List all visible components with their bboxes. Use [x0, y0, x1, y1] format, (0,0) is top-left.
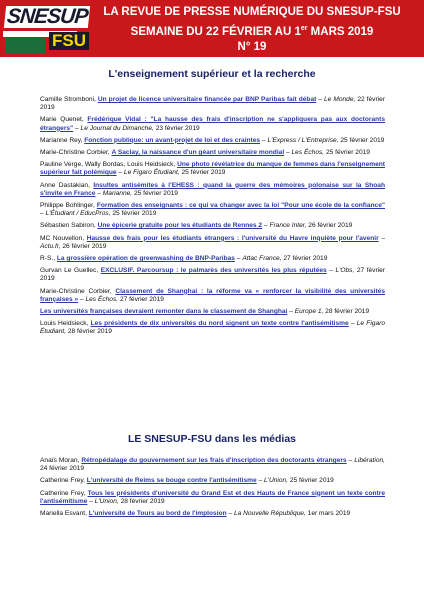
- article-link[interactable]: Un projet de licence universitaire financée par BNP Paribas fait débat: [97, 96, 317, 103]
- entry-author: Camille Stromboni,: [40, 96, 96, 103]
- press-entry: Sébastien Sabiron, Une épicerie gratuite pour les étudiants de Rennes 2 – France Inter, 26 février 2019: [40, 222, 353, 230]
- entry-source: Attac France,: [242, 255, 282, 263]
- entry-author: Marie Quenet,: [40, 116, 84, 124]
- logo-text: SNESUP: [5, 5, 89, 28]
- entry-date: 25 février 2019: [340, 136, 385, 144]
- article-link[interactable]: Une épicerie gratuite pour les étudiants de Rennes 2: [97, 222, 263, 230]
- week-range: SEMAINE DU 22 FÉVRIER AU 1er MARS 2019: [130, 25, 374, 38]
- entry-author: Anne Dastakian,: [40, 181, 90, 189]
- entry-source: L'Étudiant / EducPros,: [45, 210, 111, 218]
- entry-source: Libération,: [354, 457, 385, 464]
- header-banner: [0, 0, 424, 57]
- entry-date: 28 février 2019: [67, 328, 112, 336]
- entry-source: Le Figaro Étudiant,: [40, 320, 385, 336]
- entry-source: Le Journal du Dimanche,: [80, 124, 154, 132]
- entries-research: [40, 96, 385, 341]
- entry-date: 25 février 2019: [112, 210, 157, 218]
- article-link[interactable]: EXCLUSIF. Parcoursup : le palmarès des universités les plus réputées: [100, 267, 327, 275]
- entry-author: Gurvan Le Guellec,: [40, 267, 99, 275]
- press-entry: Pauline Verge, Wally Bordas, Louis Heidsieck, Une photo révélatrice du manque de femmes dans l'enseignement supérieur fait polémique – Le Figaro Étudiant, 25 février 2019: [40, 161, 385, 177]
- entry-author: Sébastien Sabiron,: [40, 222, 96, 230]
- press-entry: Les universités françaises devraient remonter dans le classement de Shanghai – Europe 1, 28 février 2019: [40, 308, 370, 316]
- article-link[interactable]: Tous les présidents d'université du Grand Est et des Hauts de France signent un texte contre l'antisémitisme: [40, 489, 385, 505]
- entry-date: 24 février 2019: [40, 465, 84, 473]
- entry-author: Marianne Rey,: [40, 136, 83, 144]
- entry-date: 27 février 2019: [40, 267, 385, 283]
- entry-source: Actu.fr,: [40, 242, 61, 250]
- article-link[interactable]: Classement de Shanghai : la réforme va « renforcer la visibilité des universités françaises »: [40, 287, 385, 303]
- press-entry: Marie-Christine Corbier, Classement de Shanghai : la réforme va « renforcer la visibilité des universités françaises » – Les Échos, 27 février 2019: [40, 287, 385, 303]
- entry-date: 25 février 2019: [325, 149, 370, 157]
- entry-source: L'Union,: [94, 497, 119, 505]
- press-entry: Marianne Rey, Fonction publique: un avant-projet de loi et des craintes – L'Express / L'Entreprise, 25 février 2019: [40, 136, 385, 144]
- entry-date: 25 février 2019: [181, 169, 226, 177]
- article-link[interactable]: Hausse des frais pour les étudiants étrangers : l'université du Havre inquiète pour l'avenir: [86, 234, 379, 242]
- snesup-logo: [3, 4, 89, 54]
- article-link[interactable]: La grossière opération de greenwashing de BNP-Paribas: [56, 255, 235, 263]
- article-link[interactable]: Insultes antisémites à l'EHESS : quand la guerre des mémoires polonaise sur la Shoah s'invite en France: [40, 181, 385, 197]
- entry-date: 23 février 2019: [155, 124, 200, 132]
- entry-source: Le Monde,: [324, 96, 356, 103]
- entry-source: La Nouvelle République,: [233, 510, 306, 518]
- entries-media: [40, 457, 385, 522]
- entry-source: Les Échos,: [85, 295, 119, 303]
- press-entry: Camille Stromboni, Un projet de licence universitaire financée par BNP Paribas fait débat – Le Monde, 22 février 2019: [40, 96, 385, 112]
- section-title-research: L'enseignement supérieur et la recherche: [108, 68, 316, 80]
- entry-author: Philippe Bohlinger,: [40, 202, 95, 210]
- entry-date: 26 février 2019: [62, 242, 107, 250]
- press-entry: Catherine Frey, L'université de Reims se bouge contre l'antisémitisme – L'Union, 25 février 2019: [40, 477, 334, 485]
- press-entry: Mariella Esvant, L'université de Tours au bord de l'implosion – La Nouvelle République, 1er mars 2019: [40, 510, 351, 518]
- article-link[interactable]: Fonction publique: un avant-projet de loi et des craintes: [84, 136, 261, 144]
- entry-date: 25 février 2019: [289, 477, 334, 485]
- entry-author: Marie-Christine Corbier,: [40, 287, 112, 295]
- press-entry: Gurvan Le Guellec, EXCLUSIF. Parcoursup : le palmarès des universités les plus réputées – L'Obs, 27 février 2019: [40, 267, 385, 283]
- entry-source: L'Express / L'Entreprise,: [267, 136, 339, 144]
- entry-date: 1er mars 2019: [307, 510, 351, 518]
- entry-date: 26 février 2019: [308, 222, 353, 230]
- press-entry: Marie Quenet, Frédérique Vidal : "La hausse des frais d'inscription ne s'appliquera pas aux doctorants étrangers" – Le Journal du Dimanche, 23 février 2019: [40, 116, 386, 132]
- logo-green-block: [5, 38, 45, 54]
- press-entry: Philippe Bohlinger, Formation des enseignants : ce qui va changer avec la loi "Pour une école de la confiance" – L'Étudiant / EducPros, 25 février 2019: [40, 202, 385, 218]
- press-entry: R-S., La grossière opération de greenwashing de BNP-Paribas – Attac France, 27 février 2019: [40, 255, 328, 263]
- article-link[interactable]: Une photo révélatrice du manque de femmes dans l'enseignement supérieur fait polémique: [40, 161, 385, 177]
- entry-source: France Inter,: [269, 222, 307, 230]
- entry-author: Catherine Frey,: [40, 477, 85, 485]
- entry-author: Mariella Esvant,: [40, 510, 87, 518]
- article-link[interactable]: L'université de Reims se bouge contre l'antisémitisme: [86, 477, 257, 485]
- article-link[interactable]: Formation des enseignants : ce qui va changer avec la loi "Pour une école de la confiance": [96, 202, 385, 210]
- entry-date: 27 février 2019: [119, 295, 164, 303]
- article-link[interactable]: A Saclay, la naissance d'un géant universitaire mondial: [111, 149, 285, 157]
- review-title: LA REVUE DE PRESSE NUMÉRIQUE DU SNESUP-FSU: [103, 6, 401, 18]
- entry-author: Marie-Christine Corbier,: [40, 149, 110, 157]
- press-entry: Marie-Christine Corbier, A Saclay, la naissance d'un géant universitaire mondial – Les Échos, 25 février 2019: [40, 149, 370, 157]
- entry-date: 27 février 2019: [283, 255, 328, 263]
- entry-author: Catherine Frey,: [40, 489, 86, 497]
- article-link[interactable]: Les présidents de dix universités du nord signent un texte contre l'antisémitisme: [90, 320, 349, 328]
- entry-date: 25 février 2019: [133, 189, 178, 197]
- press-entry: Anne Dastakian, Insultes antisémites à l'EHESS : quand la guerre des mémoires polonaise sur la Shoah s'invite en France – Marianne, 25 février 2019: [40, 181, 385, 197]
- entry-date: 28 février 2019: [325, 308, 370, 316]
- entry-source: Le Figaro Étudiant,: [123, 169, 180, 177]
- press-entry: MC Nouvellon, Hausse des frais pour les étudiants étrangers : l'université du Havre inquiète pour l'avenir – Actu.fr, 26 février 2019: [40, 234, 386, 250]
- section-title-media: LE SNESUP-FSU dans les médias: [127, 433, 297, 445]
- entry-author: Louis Heidsieck,: [40, 320, 89, 328]
- entry-date: 28 février 2019: [120, 497, 165, 505]
- logo-fsu: FSU: [49, 32, 89, 50]
- entry-date: 22 février 2019: [40, 96, 385, 112]
- article-link[interactable]: L'université de Tours au bord de l'implosion: [88, 510, 227, 518]
- article-link[interactable]: Rétropédalage du gouvernement sur les frais d'inscription des doctorants étrangers: [81, 457, 347, 464]
- issue-number: N° 19: [237, 41, 267, 53]
- entry-author: Pauline Verge, Wally Bordas, Louis Heidsieck,: [40, 161, 176, 169]
- entry-source: Les Échos,: [291, 149, 325, 157]
- entry-author: MC Nouvellon,: [40, 234, 85, 242]
- press-entry: Anaïs Moran, Rétropédalage du gouvernement sur les frais d'inscription des doctorants étrangers – Libération, 24 février 2019: [40, 457, 385, 473]
- entry-source: Marianne,: [102, 189, 133, 197]
- entry-author: Anaïs Moran,: [40, 457, 80, 464]
- entry-source: L'Union,: [264, 477, 289, 485]
- entry-source: Europe 1,: [294, 308, 324, 316]
- entry-author: R-S.,: [40, 255, 56, 263]
- press-entry: Catherine Frey, Tous les présidents d'université du Grand Est et des Hauts de France signent un texte contre l'antisémitisme – L'Union, 28 février 2019: [40, 489, 385, 505]
- press-entry: Louis Heidsieck, Les présidents de dix universités du nord signent un texte contre l'antisémitisme – Le Figaro Étudiant, 28 février 2019: [40, 320, 385, 336]
- entry-source: L'Obs,: [335, 267, 355, 275]
- article-link[interactable]: Frédérique Vidal : "La hausse des frais d'inscription ne s'appliquera pas aux doctorants étrangers": [40, 116, 386, 132]
- article-link[interactable]: Les universités françaises devraient remonter dans le classement de Shanghai: [40, 308, 288, 316]
